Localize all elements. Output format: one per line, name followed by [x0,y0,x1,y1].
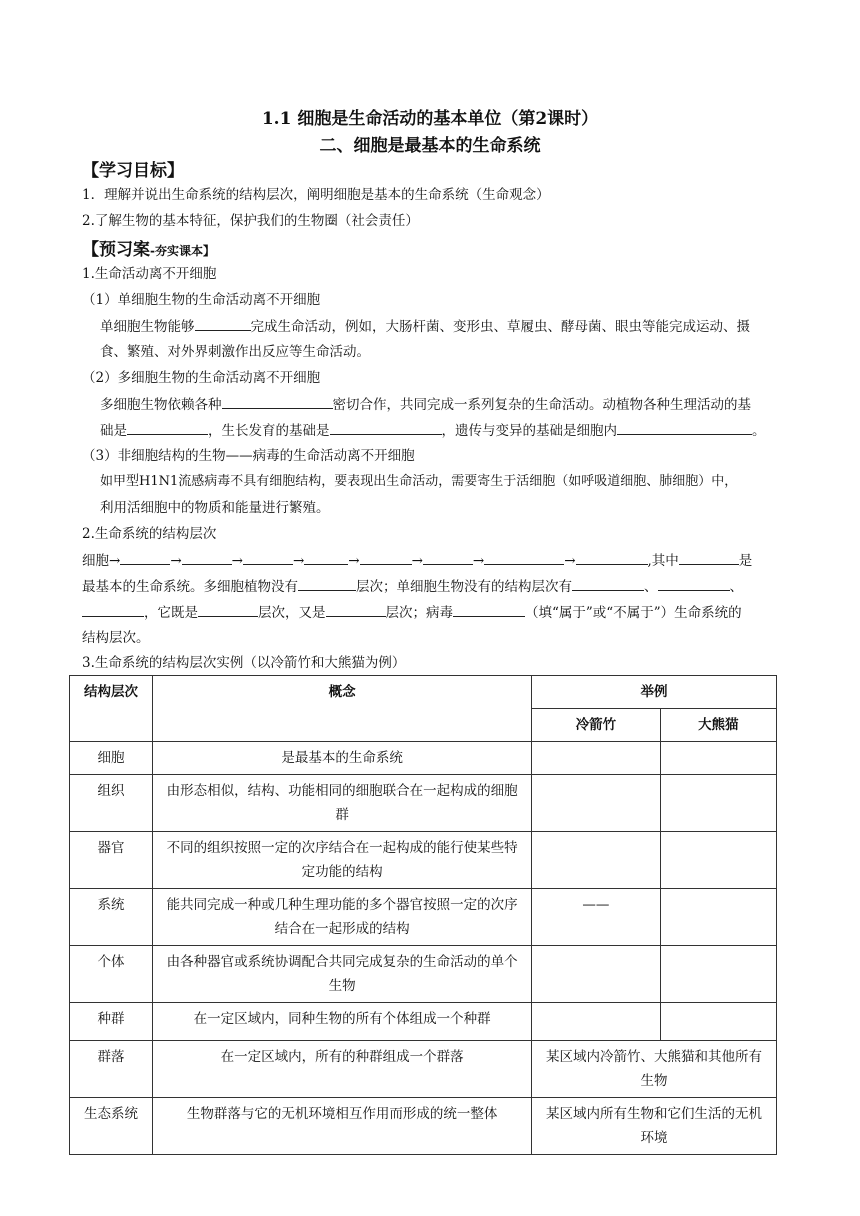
table-row [70,946,777,1003]
table-row [70,1003,777,1041]
cell-concept: 能共同完成一种或几种生理功能的多个器官按照一定的次序结合在一起形成的结构 [153,889,532,946]
subsection-title: （3）非细胞结构的生物——病毒的生命活动离不开细胞 [82,448,415,464]
cell-concept: 生物群落与它的无机环境相互作用而形成的统一整体 [153,1098,532,1155]
goals-heading: 【学习目标】 [82,161,184,181]
cell-concept: 是最基本的生命系统 [153,742,532,775]
cell-example: 某区域内所有生物和它们生活的无机环境 [532,1098,777,1155]
fill-blank[interactable] [617,420,752,435]
header-panda: 大熊猫 [660,709,776,742]
page-subtitle: 二、细胞是最基本的生命系统 [319,136,541,156]
text: （填“属于”或“不属于”）生命系统的 [525,605,742,621]
section-title: 1.生命活动离不开细胞 [82,266,217,282]
fill-blank[interactable] [576,550,648,565]
cell-level: 生态系统 [70,1098,153,1155]
text: ，它既是 [144,605,198,621]
page-title: 1.1 细胞是生命活动的基本单位（第2课时） [261,109,599,129]
fill-blank[interactable] [679,550,739,565]
text: 。 [752,423,766,439]
section-title: 2.生命系统的结构层次 [82,526,217,542]
text-line: 如甲型H1N1流感病毒不具有细胞结构，要表现出生命活动，需要寄生于活细胞（如呼吸道细胞、肺细胞）中， [100,474,738,489]
cell-panda[interactable] [660,775,776,832]
text-line [100,316,750,337]
arrow: → [292,553,305,569]
header-concept: 概念 [153,676,532,742]
cell-bamboo[interactable] [532,946,661,1003]
arrow: → [348,553,360,569]
fill-blank[interactable] [298,576,356,591]
fill-blank[interactable] [572,576,644,591]
text: 密切合作，共同完成一系列复杂的生命活动。动植物各种生理活动的基 [332,397,751,413]
preview-heading-sub: -夯实课本】 [150,244,215,258]
arrow: → [231,553,243,569]
text-line [82,602,742,623]
text: 础是 [100,423,127,439]
subsection-title: （1）单细胞生物的生命活动离不开细胞 [82,292,321,308]
table-row [70,889,777,946]
table-row [70,742,777,775]
cell-bamboo[interactable]: —— [532,889,661,946]
cell-level: 细胞 [70,742,153,775]
text-line [100,394,751,415]
table-row [70,775,777,832]
text: 层次；单细胞生物没有的结构层次有 [356,579,572,595]
text: 完成生命活动，例如，大肠杆菌、变形虫、草履虫、酵母菌、眼虫等能完成运动、摄 [250,319,750,335]
text: 细胞 [82,553,109,569]
fill-blank[interactable] [360,550,412,565]
fill-blank[interactable] [222,394,333,409]
fill-blank[interactable] [304,550,348,565]
table-row [70,832,777,889]
header-bamboo: 冷箭竹 [532,709,661,742]
text: ，遗传与变异的基础是细胞内 [441,423,617,439]
arrow: → [564,553,576,569]
cell-level: 组织 [70,775,153,832]
structure-table [69,675,777,1155]
text: 多细胞生物依赖各种 [100,397,222,413]
table-row [70,1098,777,1155]
text: 层次；病毒 [385,605,453,621]
text: 最基本的生命系统。多细胞植物没有 [82,579,298,595]
text: 、 [729,579,743,595]
cell-concept: 在一定区域内，所有的种群组成一个群落 [153,1041,532,1098]
goal-item: 2.了解生物的基本特征，保护我们的生物圈（社会责任） [82,213,419,229]
cell-level: 个体 [70,946,153,1003]
text: 单细胞生物能够 [100,319,195,335]
cell-example: 某区域内冷箭竹、大熊猫和其他所有生物 [532,1041,777,1098]
preview-heading [82,235,215,260]
cell-concept: 由各种器官或系统协调配合共同完成复杂的生命活动的单个生物 [153,946,532,1003]
header-level: 结构层次 [70,676,153,742]
text: 是 [738,553,753,569]
cell-level: 系统 [70,889,153,946]
cell-bamboo[interactable] [532,742,661,775]
fill-blank[interactable] [127,420,208,435]
cell-panda[interactable] [660,1003,776,1041]
section-title: 3.生命系统的结构层次实例（以冷箭竹和大熊猫为例） [82,655,406,671]
text-line [82,576,743,597]
text: 层次，又是 [258,605,326,621]
cell-panda[interactable] [660,946,776,1003]
cell-bamboo[interactable] [532,832,661,889]
arrow: → [411,553,423,569]
text-line: 食、繁殖、对外界刺激作出反应等生命活动。 [100,344,370,360]
fill-blank[interactable] [243,550,293,565]
subsection-title: （2）多细胞生物的生命活动离不开细胞 [82,370,321,386]
fill-blank[interactable] [120,550,170,565]
cell-panda[interactable] [660,889,776,946]
fill-blank[interactable] [423,550,473,565]
text-line [82,550,752,571]
fill-blank[interactable] [326,602,386,617]
fill-blank[interactable] [658,576,730,591]
text: ,其中 [647,553,679,569]
cell-level: 群落 [70,1041,153,1098]
fill-blank[interactable] [195,316,251,331]
arrow: → [109,553,121,569]
table-row [70,1041,777,1098]
text-line [100,420,766,441]
fill-blank[interactable] [182,550,232,565]
cell-panda[interactable] [660,742,776,775]
cell-level: 种群 [70,1003,153,1041]
text-line: 利用活细胞中的物质和能量进行繁殖。 [100,500,330,516]
fill-blank[interactable] [453,602,525,617]
cell-concept: 在一定区域内，同种生物的所有个体组成一个种群 [153,1003,532,1041]
cell-panda[interactable] [660,832,776,889]
goal-item: 1．理解并说出生命系统的结构层次，阐明细胞是基本的生命系统（生命观念） [82,187,550,203]
fill-blank[interactable] [484,550,564,565]
cell-bamboo[interactable] [532,775,661,832]
cell-level: 器官 [70,832,153,889]
cell-concept: 由形态相似，结构、功能相同的细胞联合在一起构成的细胞群 [153,775,532,832]
header-example: 举例 [532,676,777,709]
arrow: → [472,553,485,569]
arrow: → [170,553,182,569]
text: ，生长发育的基础是 [208,423,330,439]
cell-bamboo[interactable] [532,1003,661,1041]
text: 、 [644,579,658,595]
preview-heading-main: 【预习案 [82,240,150,260]
text-line: 结构层次。 [82,630,150,646]
fill-blank[interactable] [198,602,258,617]
cell-concept: 不同的组织按照一定的次序结合在一起构成的能行使某些特定功能的结构 [153,832,532,889]
fill-blank[interactable] [82,602,144,617]
fill-blank[interactable] [330,420,442,435]
